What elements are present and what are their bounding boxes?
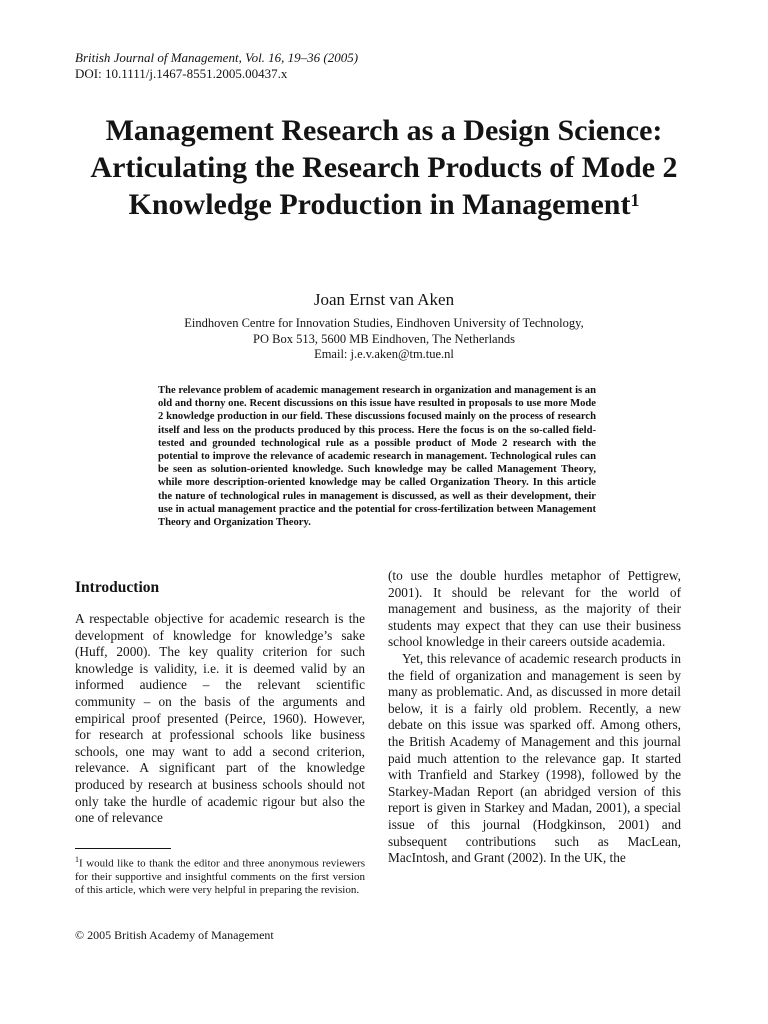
author-name: Joan Ernst van Aken [313, 290, 455, 309]
author-email[interactable]: Email: j.e.v.aken@tm.tue.nl [314, 347, 454, 361]
title-footnote-mark[interactable]: 1 [630, 190, 640, 210]
affiliation-line: Eindhoven Centre for Innovation Studies, Eindhoven University of Technology, [184, 316, 584, 330]
footnote-divider [75, 848, 171, 849]
abstract: The relevance problem of academic management research in organization and management is an old and thorny one. Recent discussions on this issue have resulted in proposals to use more Mode 2 knowledge production in our field. These discussions focused mainly on the process of research itself and less on the products produced by this process. Here the focus is on the so-called field-tested and grounded technological rule as a possible product of Mode 2 research with the potential to improve the relevance of academic research in management. Technological rules can be seen as solution-oriented knowledge. Such knowledge may be called Management Theory, while more description-oriented knowledge may be called Organization Theory. In this article the nature of technological rules in management is discussed, as well as their development, their use in actual management practice and the potential for cross-fertilization between Management Theory and Organization Theory. [158, 385, 596, 529]
doi-line: DOI: 10.1111/j.1467-8551.2005.00437.x [75, 66, 288, 81]
article-title-text: Management Research as a Design Science: Articulating the Research Products of Mode 2 Knowledge Production in Management [90, 114, 678, 221]
footnote-mark: 1 [75, 855, 79, 864]
author-affiliation [0, 316, 768, 363]
journal-citation: British Journal of Management, Vol. 16, 19–36 (2005) [75, 50, 359, 65]
right-column [388, 568, 681, 867]
footnote-text: I would like to thank the editor and three anonymous reviewers for their supportive and insightful comments on the first version of this article, which were very helpful in preparing the revision. [75, 857, 365, 897]
body-paragraph: A respectable objective for academic research is the development of knowledge for knowledge’s sake (Huff, 2000). The key quality criterion for such knowledge is validity, i.e. it is deemed valid by an informed audience – the relevant scientific community – on the basis of the arguments and empirical proof presented (Peirce, 1960). However, for research at professional schools like business schools, one may want to add a second criterion, relevance. A significant part of the knowledge produced by research at business schools should not only take the hurdle of academic rigour but also the one of relevance [75, 611, 365, 826]
body-paragraph: (to use the double hurdles metaphor of Pettigrew, 2001). It should be relevant for the world of management and business, as the majority of their students may expect that they can use their business school knowledge in their careers outside academia. [388, 568, 681, 650]
article-title [60, 112, 708, 223]
body-paragraph: Yet, this relevance of academic research products in the field of organization and management is seen by many as problematic. And, as discussed in more detail below, it is a fairly old problem. Recently, a new debate on this issue was sparked off. Among others, the British Academy of Management and this journal paid much attention to the relevance gap. It started with Tranfield and Starkey (1998), followed by the Starkey-Madan Report (an abridged version of this report is given in Starkey and Madan, 2001), a special issue of this journal (Hodgkinson, 2001) and subsequent contributions such as MacLean, MacIntosh, and Grant (2002). In the UK, the [388, 650, 681, 866]
left-column [75, 570, 365, 827]
copyright-notice: © 2005 British Academy of Management [75, 928, 274, 942]
section-heading: Introduction [75, 579, 160, 596]
footnote [75, 853, 365, 897]
affiliation-line: PO Box 513, 5600 MB Eindhoven, The Netherlands [253, 331, 515, 346]
